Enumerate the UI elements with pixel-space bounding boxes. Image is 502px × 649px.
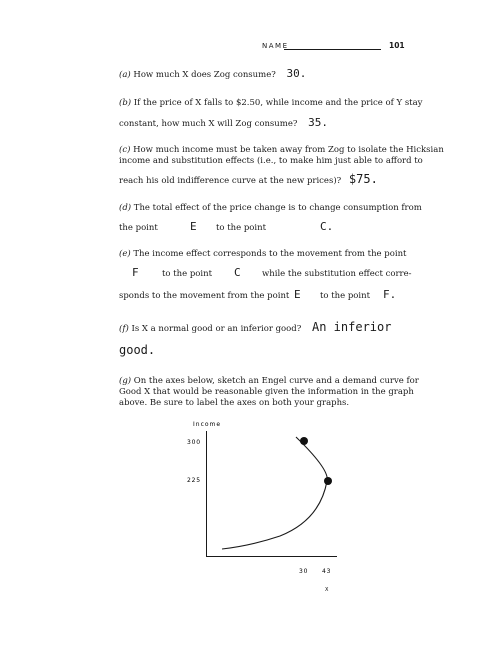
page-number: 101 <box>389 41 405 50</box>
question-e-to-text-2: to the point <box>320 291 371 301</box>
data-point <box>300 437 308 445</box>
question-c-text-2: income and substitution effects (i.e., to make him just able to afford to <box>119 156 423 166</box>
name-label: NAME <box>262 42 289 50</box>
question-g-text-1: On the axes below, sketch an Engel curve and a demand curve for <box>133 376 419 386</box>
question-e-mid-text: while the substitution effect corre- <box>262 269 412 279</box>
answer-d-to: C. <box>320 220 334 233</box>
y-axis-label: Income <box>193 421 222 428</box>
question-d-to-text: to the point <box>216 223 267 233</box>
question-e-text-1: The income effect corresponds to the movement from the point <box>133 249 407 259</box>
x-tick-label: 30 <box>299 568 309 575</box>
question-b-text-2: constant, how much X will Zog consume? <box>119 119 298 129</box>
answer-e-3: E <box>294 288 301 301</box>
answer-b: 35. <box>308 116 328 129</box>
question-d-from-text: the point <box>119 223 158 233</box>
engel-curve <box>222 437 327 549</box>
question-e-label: (e) <box>119 249 131 259</box>
question-c-text-3: reach his old indifference curve at the new prices)? <box>119 176 342 186</box>
question-d-text-1: The total effect of the price change is to change consumption from <box>133 203 422 213</box>
question-g-text-2: Good X that would be reasonable given the information in the graph <box>119 387 414 397</box>
question-a-text: How much X does Zog consume? <box>133 70 276 80</box>
data-points <box>300 437 332 485</box>
y-tick-label: 225 <box>187 477 201 484</box>
answer-d-from: E <box>190 220 197 233</box>
answer-c: $75. <box>348 172 378 186</box>
answer-e-1: F <box>132 266 139 279</box>
x-tick-label: 43 <box>322 568 332 575</box>
x-axis-label: X <box>325 587 329 593</box>
answer-e-2: C <box>234 266 241 279</box>
question-e-to-text-1: to the point <box>162 269 213 279</box>
question-b-label: (b) <box>119 98 132 108</box>
answer-f-part-2: good. <box>119 343 156 357</box>
answer-e-4: F. <box>383 288 397 301</box>
question-c-label: (c) <box>119 145 131 155</box>
question-c-text-1: How much income must be taken away from Zog to isolate the Hicksian <box>133 145 444 155</box>
data-point <box>324 477 332 485</box>
y-tick-label: 300 <box>187 439 201 446</box>
question-b-text-1: If the price of X falls to $2.50, while income and the price of Y stay <box>133 98 423 108</box>
question-f-label: (f) <box>119 324 129 334</box>
answer-a: 30. <box>286 67 307 80</box>
question-a-label: (a) <box>119 70 131 80</box>
answer-f-part-1: An inferior <box>312 320 392 334</box>
question-f-text: Is X a normal good or an inferior good? <box>131 324 302 334</box>
question-g-text-3: above. Be sure to label the axes on both your graphs. <box>119 398 350 408</box>
question-e-line-3: sponds to the movement from the point <box>119 291 290 301</box>
question-g-label: (g) <box>119 376 132 386</box>
question-d-label: (d) <box>119 203 132 213</box>
